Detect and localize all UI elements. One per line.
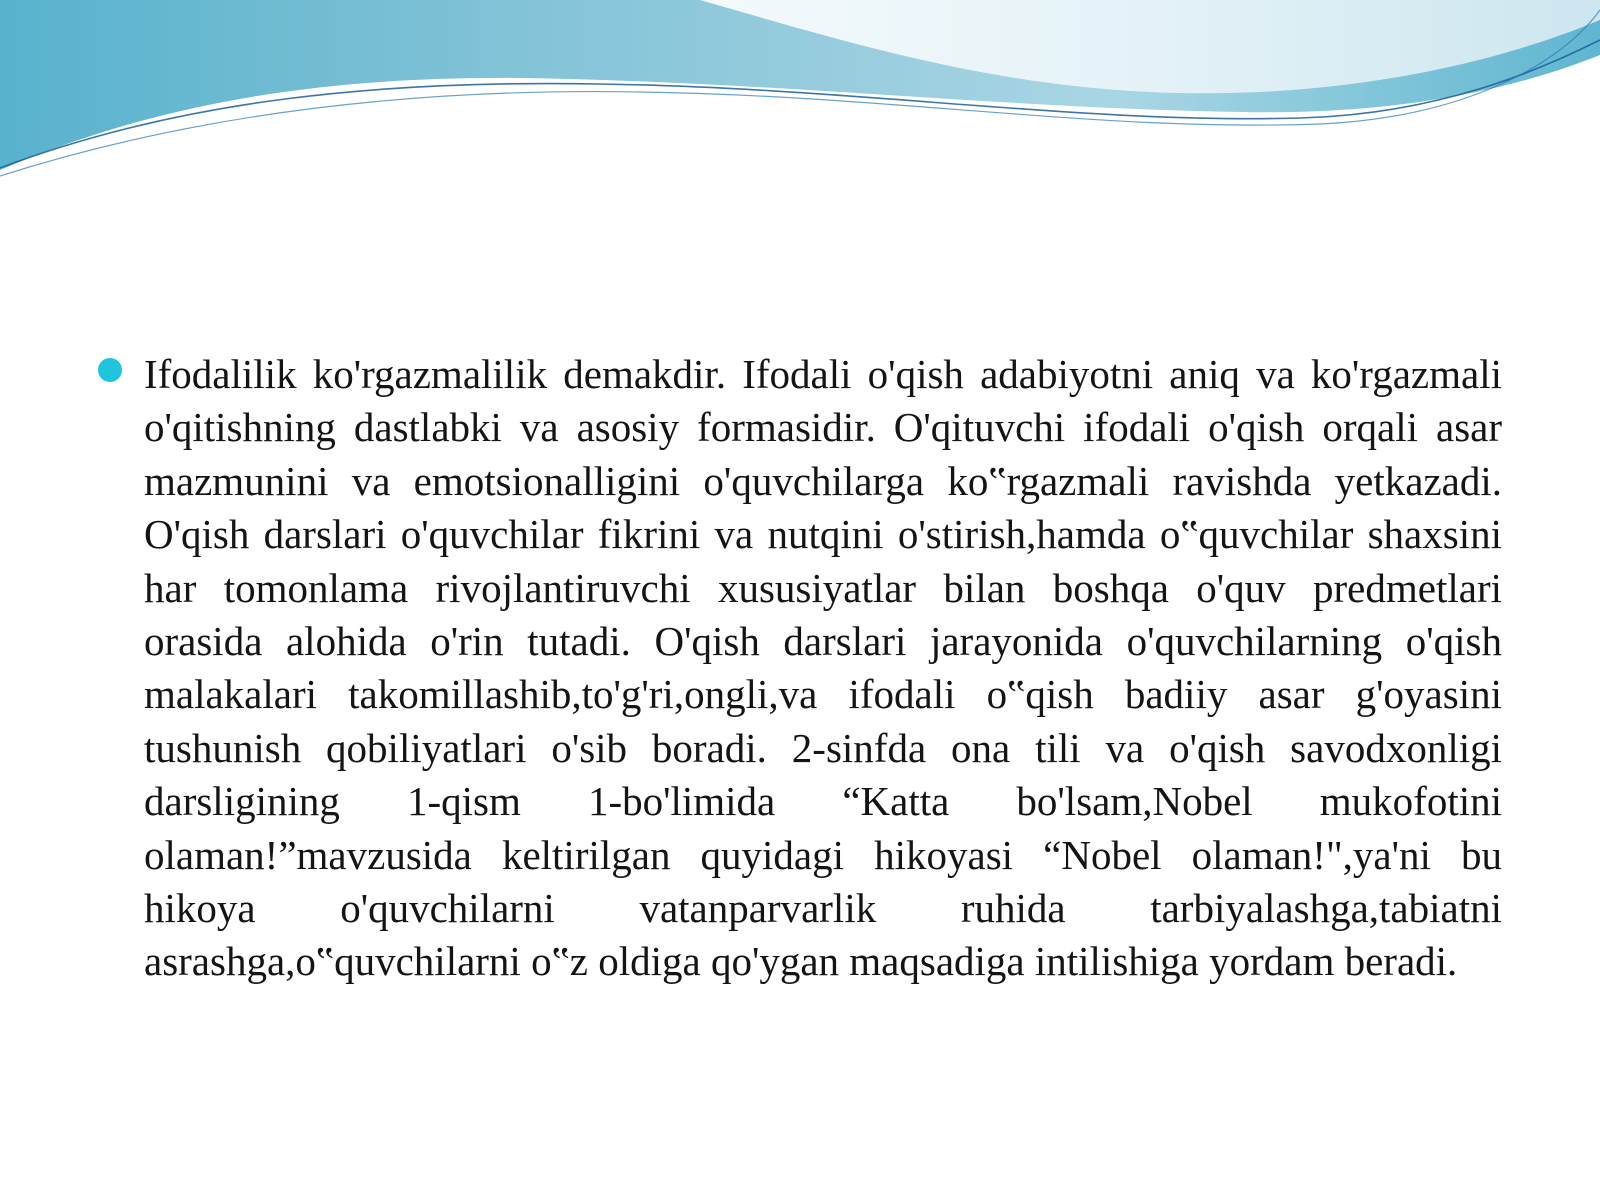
bullet-list — [96, 348, 1502, 989]
bullet-dot-icon — [98, 358, 122, 382]
bullet-text: Ifodalilik ko'rgazmalilik demakdir. Ifodali o'qish adabiyotni aniq va ko'rgazmali o'qitishning dastlabki va asosiy formasidir. O'qituvchi ifodali o'qish orqali asar mazmunini va emotsionalligini o'quvchilarga ko‟rgazmali ravishda yetkazadi. O'qish darslari o'quvchilar fikrini va nutqini o'stirish,hamda o‟quvchilar shaxsini har tomonlama rivojlantiruvchi xususiyatlar bilan boshqa o'quv predmetlari orasida alohida o'rin tutadi. O'qish darslari jarayonida o'quvchilarning o'qish malakalari takomillashib,to'g'ri,ongli,va ifodali o‟qish badiiy asar g'oyasini tushunish qobiliyatlari o'sib boradi. 2-sinfda ona tili va o'qish savodxonligi darsligining 1-qism 1-bo'limida “Katta bo'lsam,Nobel mukofotini olaman!”mavzusida keltirilgan quyidagi hikoyasi “Nobel olaman!",ya'ni bu hikoya o'quvchilarni vatanparvarlik ruhida tarbiyalashga,tabiatni asrashga,o‟quvchilarni o‟z oldiga qo'ygan maqsadiga intilishiga yordam beradi. — [144, 351, 1502, 985]
wave-header-decoration — [0, 0, 1600, 200]
bullet-item — [96, 348, 1502, 989]
